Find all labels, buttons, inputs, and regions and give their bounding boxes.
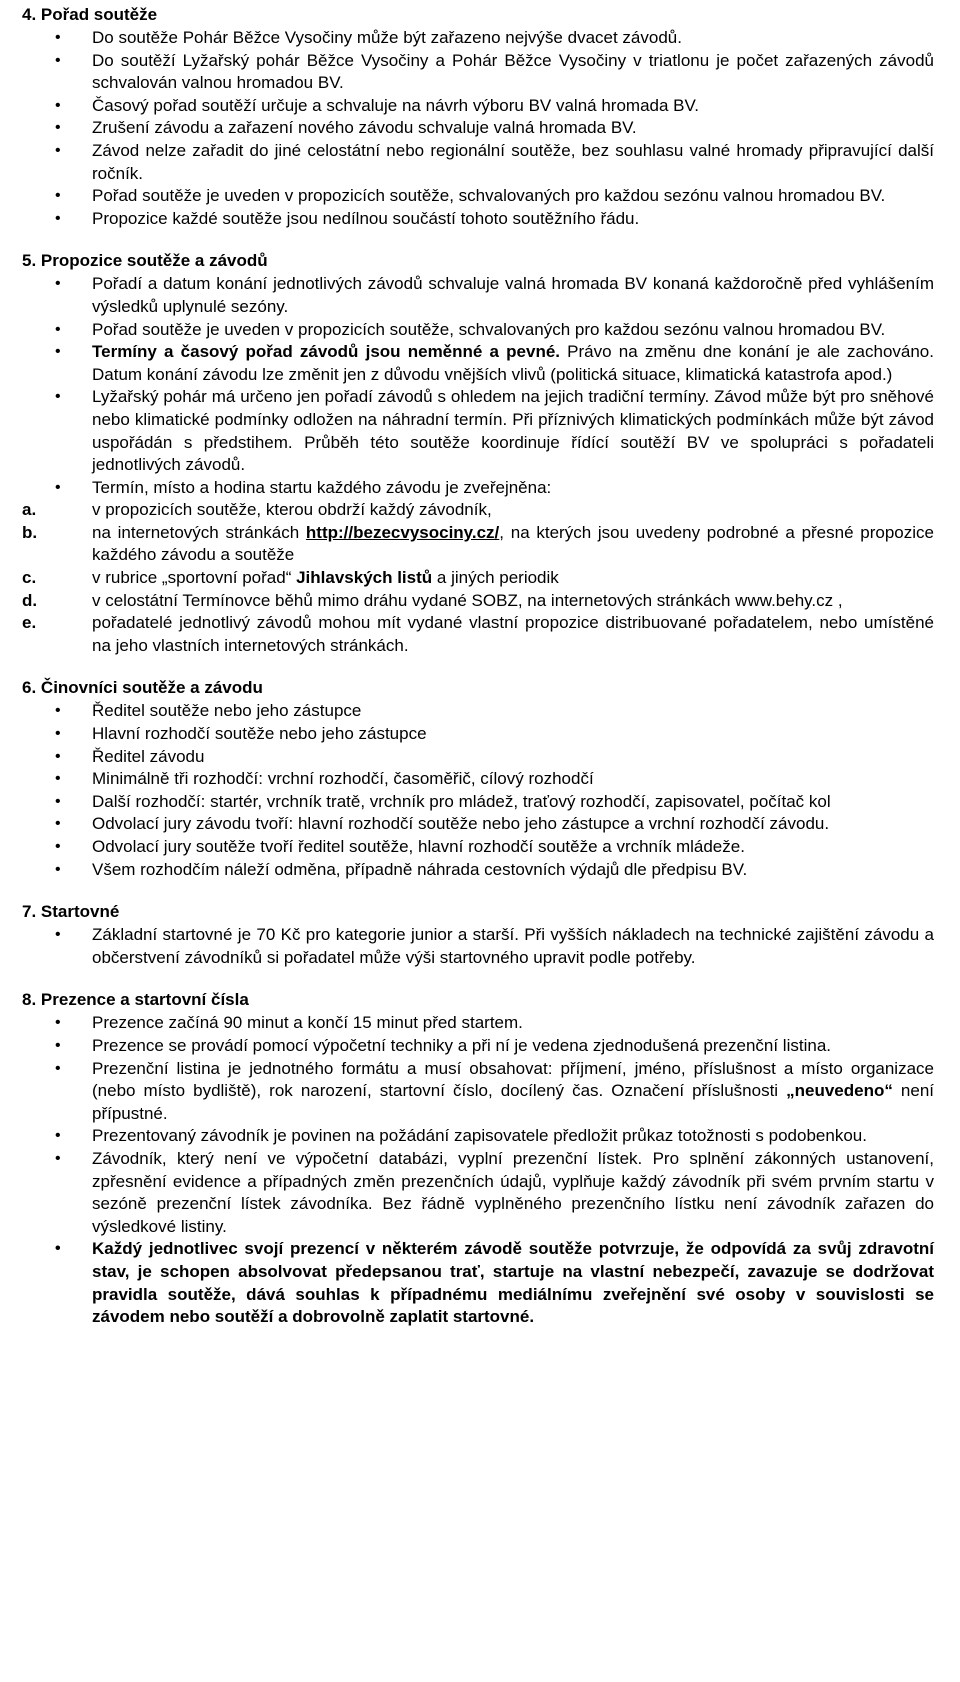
text: není přípustné. <box>92 1081 935 1123</box>
list-item: • Odvolací jury závodu tvoří: hlavní rozhodčí soutěže nebo jeho zástupce a vrchní rozhodčí závodu. <box>22 813 934 836</box>
text: a jiných periodik <box>432 568 559 588</box>
item-marker: b. <box>22 522 38 542</box>
section-7-list <box>22 924 934 969</box>
list-item: • Zrušení závodu a zařazení nového závodu schvaluje valná hromada BV. <box>22 117 934 140</box>
list-item: • Lyžařský pohár má určeno jen pořadí závodů s ohledem na jejich tradiční termíny. Závod může být pro sněhové nebo klimatické podmínky odložen na náhradní termín. Při příznivých klimatických podmínkách může být závod uspořádán s předstihem. Průběh této soutěže koordinuje řídící soutěží BV ve spolupráci s pořadateli jednotlivých závodů. <box>22 386 934 476</box>
section-number: 7. <box>22 902 37 922</box>
sublist-item <box>22 499 934 522</box>
section-title: Startovné <box>36 902 120 922</box>
section-8-bold-list <box>22 1238 934 1328</box>
list-item: • Všem rozhodčím náleží odměna, případně náhrada cestovních výdajů dle předpisu BV. <box>22 859 934 882</box>
sublist-item <box>22 567 934 590</box>
list-item: • Každý jednotlivec svojí prezencí v některém závodě soutěže potvrzuje, že odpovídá za svůj zdravotní stav, je schopen absolvovat předepsanou trať, startuje na vlastní nebezpečí, zavazuje se dodržovat pravidla soutěže, dává souhlas k případnému mediálnímu zveřejnění své osoby v souvislosti se závodem nebo soutěží a dobrovolně zaplatit startovné. <box>22 1238 934 1328</box>
list-item: • Závod nelze zařadit do jiné celostátní nebo regionální soutěže, bez souhlasu valné hromady připravující další ročník. <box>22 140 934 185</box>
item-marker: e. <box>22 613 37 633</box>
text: v propozicích soutěže, kterou obdrží každý závodník, <box>92 500 492 520</box>
sublist-item <box>22 612 934 657</box>
section-6-heading <box>22 677 934 699</box>
text: pořadatelé jednotlivý závodů mohou mít vydané vlastní propozice distribuované pořadatelem, nebo umístěné na jeho vlastních internetových stránkách. <box>92 613 934 655</box>
text: Právo na změnu dne konání je ale zachováno. Datum konání závodu lze změnit jen z důvodu vnějších vlivů (politická situace, klimatická katastrofa apod.) <box>92 342 934 384</box>
list-item: • Odvolací jury soutěže tvoří ředitel soutěže, hlavní rozhodčí soutěže a vrchník mládeže. <box>22 836 934 859</box>
list-item: • Ředitel závodu <box>22 746 934 769</box>
section-8-list <box>22 1012 934 1238</box>
list-item: • Minimálně tři rozhodčí: vrchní rozhodčí, časoměřič, cílový rozhodčí <box>22 768 934 791</box>
list-item <box>22 1058 934 1126</box>
section-6-list <box>22 700 934 881</box>
list-item: • Prezentovaný závodník je povinen na požádání zapisovatele předložit průkaz totožnosti s podobenkou. <box>22 1125 934 1148</box>
list-item: • Prezence začíná 90 minut a končí 15 minut před startem. <box>22 1012 934 1035</box>
item-marker: d. <box>22 590 38 610</box>
list-item: • Základní startovné je 70 Kč pro kategorie junior a starší. Při vyšších nákladech na technické zajištění závodu a občerstvení závodníků si pořadatel může výši startovného upravit podle potřeby. <box>22 924 934 969</box>
section-5-sublist <box>22 499 934 657</box>
list-item: • Pořad soutěže je uveden v propozicích soutěže, schvalovaných pro každou sezónu valnou hromadou BV. <box>22 319 934 342</box>
bold-text: „neuvedeno“ <box>786 1081 893 1101</box>
list-item: • Propozice každé soutěže jsou nedílnou součástí tohoto soutěžního řádu. <box>22 208 934 231</box>
section-number: 5. <box>22 251 37 271</box>
item-marker: c. <box>22 568 37 588</box>
text: Prezenční listina je jednotného formátu a musí obsahovat: příjmení, jméno, příslušnost a místo organizace (nebo místo bydliště), rok narození, startovní číslo, docílený čas. Označení příslušnosti <box>92 1058 934 1101</box>
section-8-heading <box>22 989 934 1011</box>
text: v celostátní Termínovce běhů mimo dráhu vydané SOBZ, na internetových stránkách www.behy.cz , <box>92 590 843 610</box>
list-item: • Prezence se provádí pomocí výpočetní techniky a při ní je vedena zjednodušená prezenční listina. <box>22 1035 934 1058</box>
section-7-heading <box>22 901 934 923</box>
section-4-heading: 4. Pořad soutěže <box>22 5 158 24</box>
bold-text: Jihlavských listů <box>296 568 433 588</box>
list-item: • Pořad soutěže je uveden v propozicích soutěže, schvalovaných pro každou sezónu valnou hromadou BV. <box>22 185 934 208</box>
section-5-heading <box>22 250 934 272</box>
website-link[interactable]: http://bezecvysociny.cz/ <box>305 522 500 542</box>
section-title: Činovníci soutěže a závodu <box>36 678 263 698</box>
section-title: Prezence a startovní čísla <box>36 990 249 1010</box>
list-item: • Pořadí a datum konání jednotlivých závodů schvaluje valná hromada BV konaná každoročně před vyhlášením výsledků uplynulé sezóny. <box>22 273 934 318</box>
list-item: • Závodník, který není ve výpočetní databázi, vyplní prezenční lístek. Pro splnění zákonných ustanovení, zpřesnění evidence a případných změn prezenčních údajů, vyplňuje každý závodník při svém prvním startu v sezóně prezenční lístek závodníka. Bez řádně vyplněného prezenčního lístku není závodník zařazen do výsledkové listiny. <box>22 1148 934 1238</box>
sublist-item <box>22 590 934 613</box>
text: v rubrice „sportovní pořad“ <box>92 568 297 588</box>
section-number: 6. <box>22 678 37 698</box>
text: , na kterých jsou uvedeny podrobné a přesné propozice každého závodu a soutěže <box>92 522 934 565</box>
list-item: • Hlavní rozhodčí soutěže nebo jeho zástupce <box>22 723 934 746</box>
text: na internetových stránkách <box>92 522 306 542</box>
sublist-item <box>22 522 934 567</box>
section-5-list <box>22 273 934 499</box>
section-4-list <box>22 27 934 230</box>
list-item <box>22 341 934 386</box>
item-marker: a. <box>22 500 37 520</box>
list-item: • Do soutěží Lyžařský pohár Běžce Vysočiny a Pohár Běžce Vysočiny v triatlonu je počet zařazených závodů schvalován valnou hromadou BV. <box>22 50 934 95</box>
bold-text: Termíny a časový pořad závodů jsou neměnné a pevné. <box>92 342 561 362</box>
section-title: Propozice soutěže a závodů <box>36 251 268 271</box>
list-item: • Ředitel soutěže nebo jeho zástupce <box>22 700 934 723</box>
list-item: • Časový pořad soutěží určuje a schvaluje na návrh výboru BV valná hromada BV. <box>22 95 934 118</box>
list-item: • Další rozhodčí: startér, vrchník tratě, vrchník pro mládež, traťový rozhodčí, zapisovatel, počítač kol <box>22 791 934 814</box>
list-item: • Termín, místo a hodina startu každého závodu je zveřejněna: <box>22 477 934 500</box>
list-item: • Do soutěže Pohár Běžce Vysočiny může být zařazeno nejvýše dvacet závodů. <box>22 27 934 50</box>
section-number: 8. <box>22 990 37 1010</box>
